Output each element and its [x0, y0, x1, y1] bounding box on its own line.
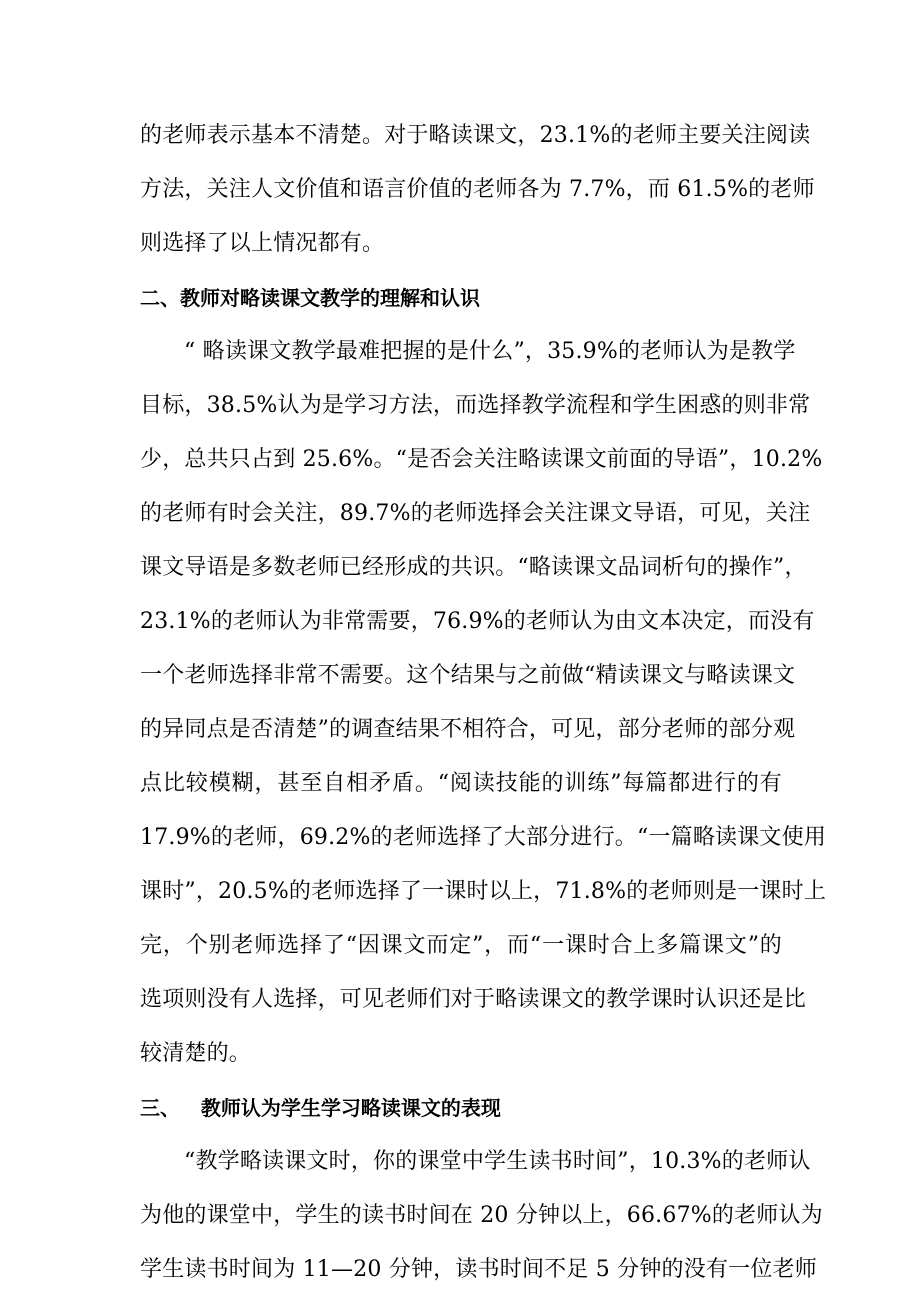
paragraph-line: 点比较模糊，甚至自相矛盾。“阅读技能的训练”每篇都进行的有 — [140, 771, 782, 796]
paragraph-line: 的异同点是否清楚”的调查结果不相符合，可见，部分老师的部分观 — [140, 717, 796, 742]
paragraph-line: 课文导语是多数老师已经形成的共识。“略读课文品词析句的操作”， — [140, 555, 807, 580]
paragraph-line: 较清楚的。 — [140, 1041, 252, 1066]
paragraph-line: 则选择了以上情况都有。 — [140, 231, 385, 256]
paragraph-line: 方法，关注人文价值和语言价值的老师各为 7.7%，而 61.5%的老师 — [140, 177, 815, 202]
paragraph-line: 的老师表示基本不清楚。对于略读课文，23.1%的老师主要关注阅读 — [140, 123, 811, 148]
paragraph-line: “教学略读课文时，你的课堂中学生读书时间”，10.3%的老师认 — [184, 1149, 811, 1174]
paragraph-line: 为他的课堂中，学生的读书时间在 20 分钟以上，66.67%的老师认为 — [140, 1203, 823, 1228]
paragraph-line: “ 略读课文教学最难把握的是什么”，35.9%的老师认为是教学 — [184, 339, 796, 364]
paragraph-line: 23.1%的老师认为非常需要，76.9%的老师认为由文本决定，而没有 — [140, 609, 815, 634]
paragraph-line: 一个老师选择非常不需要。这个结果与之前做“精读课文与略读课文 — [140, 663, 796, 688]
paragraph-line: 少，总共只占到 25.6%。“是否会关注略读课文前面的导语”，10.2% — [140, 447, 823, 472]
paragraph-line: 目标，38.5%认为是学习方法，而选择教学流程和学生困惑的则非常 — [140, 393, 811, 418]
document-page — [140, 114, 827, 1302]
paragraph-line: 选项则没有人选择，可见老师们对于略读课文的教学课时认识还是比 — [140, 987, 807, 1012]
paragraph-line: 课时”，20.5%的老师选择了一课时以上，71.8%的老师则是一课时上 — [140, 879, 827, 904]
paragraph-line: 的老师有时会关注，89.7%的老师选择会关注课文导语，可见，关注 — [140, 501, 811, 526]
section-heading: 二、教师对略读课文教学的理解和认识 — [140, 286, 480, 310]
paragraph-line: 完，个别老师选择了“因课文而定”，而“一课时合上多篇课文”的 — [140, 933, 782, 958]
section-heading: 三、 教师认为学生学习略读课文的表现 — [140, 1096, 501, 1120]
paragraph-line: 学生读书时间为 11—20 分钟，读书时间不足 5 分钟的没有一位老师 — [140, 1257, 817, 1282]
paragraph-line: 17.9%的老师，69.2%的老师选择了大部分进行。“一篇略读课文使用 — [140, 825, 827, 850]
